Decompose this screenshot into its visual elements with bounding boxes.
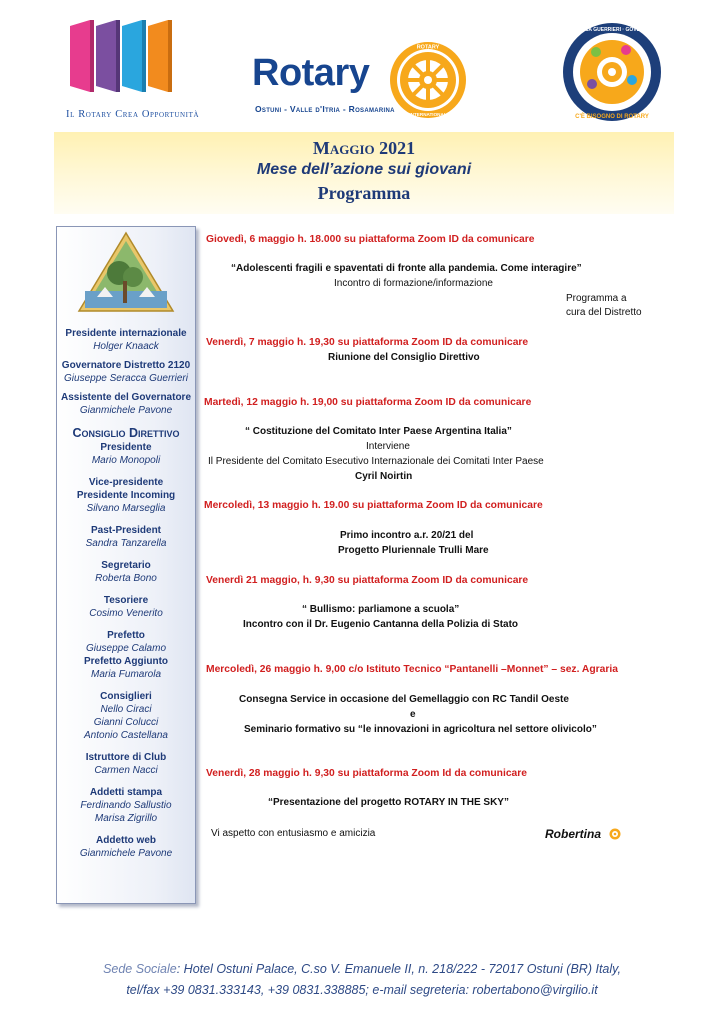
signature: Robertina	[545, 827, 602, 841]
event-3-line: Il Presidente del Comitato Esecutivo Internazionale dei Comitati Inter Paese	[208, 456, 544, 467]
banner-theme: Mese dell’azione sui giovani	[256, 161, 472, 178]
officers-sidebar	[56, 226, 196, 904]
role-press: Addetti stampa	[89, 787, 163, 798]
event-7-date: Venerdì, 28 maggio h. 9,30 su piattaforma Zoom Id da comunicare	[206, 768, 528, 779]
name-past-president: Sandra Tanzarella	[85, 538, 167, 549]
rotary-wheel-small-icon	[609, 828, 621, 840]
name-deputy-prefect: Maria Fumarola	[90, 669, 162, 680]
role-web: Addetto web	[96, 835, 156, 846]
event-1-subtitle: Incontro di formazione/informazione	[334, 278, 493, 289]
event-5-line: Incontro con il Dr. Eugenio Cantanna della Polizia di Stato	[243, 619, 519, 630]
svg-text:INTERNATIONAL: INTERNATIONAL	[409, 112, 447, 117]
name-assistant-governor: Gianmichele Pavone	[79, 405, 173, 416]
rotary-wordmark: Rotary	[252, 52, 370, 94]
left-caption: Il Rotary Crea Opportunità	[66, 109, 200, 120]
event-5-line: “ Bullismo: parliamone a scuola”	[302, 604, 460, 615]
name-treasurer: Cosimo Venerito	[89, 608, 163, 619]
event-4-line: Progetto Pluriennale Trulli Mare	[338, 545, 489, 556]
event-7-line: “Presentazione del progetto ROTARY IN THE SKY”	[268, 797, 509, 808]
role-councillors: Consiglieri	[100, 691, 152, 702]
event-4-date: Mercoledì, 13 maggio h. 19.00 su piattaforma Zoom ID da comunicare	[204, 500, 543, 511]
role-prefect: Prefetto	[107, 630, 145, 641]
event-6-line: e	[410, 709, 416, 720]
role-governor: Governatore Distretto 2120	[61, 360, 191, 371]
role-club-instructor: Istruttore di Club	[85, 752, 167, 763]
event-6-date: Mercoledì, 26 maggio h. 9,00 c/o Istituto Tecnico “Pantanelli –Monnet” – sez. Agraria	[206, 664, 618, 675]
event-3-date: Martedì, 12 maggio h. 19,00 su piattaforma Zoom ID da comunicare	[204, 397, 532, 408]
name-club-instructor: Carmen Nacci	[94, 765, 158, 776]
club-name: Ostuni - Valle d'Itria - Rosamarina	[255, 104, 395, 114]
role-president: Presidente	[100, 442, 152, 453]
event-2-title: Riunione del Consiglio Direttivo	[328, 352, 480, 363]
name-press: Marisa Zigrillo	[94, 813, 158, 824]
trulli-triangle-logo	[77, 231, 175, 313]
board-title: Consiglio Direttivo	[72, 426, 180, 440]
role-assistant-governor: Assistente del Governatore	[60, 392, 192, 403]
role-past-president: Past-President	[90, 525, 162, 536]
name-vice-president: Silvano Marseglia	[86, 503, 166, 514]
role-secretary: Segretario	[101, 560, 151, 571]
footer-address	[0, 962, 724, 976]
name-councillor: Antonio Castellana	[84, 730, 168, 741]
role-deputy-prefect: Prefetto Aggiunto	[83, 656, 169, 667]
footer-address-text: : Hotel Ostuni Palace, C.so V. Emanuele II, n. 218/222 - 72017 Ostuni (BR) Italy,	[176, 962, 621, 976]
event-1-date: Giovedì, 6 maggio h. 18.000 su piattaforma Zoom ID da comunicare	[206, 234, 535, 245]
name-prefect: Giuseppe Calamo	[85, 643, 167, 654]
footer-label: Sede Sociale	[103, 962, 177, 976]
event-3-title: “ Costituzione del Comitato Inter Paese Argentina Italia”	[245, 426, 512, 437]
svg-text:ROTARY: ROTARY	[416, 44, 440, 51]
rotary-wheel-icon	[388, 40, 468, 120]
name-web: Gianmichele Pavone	[79, 848, 173, 859]
event-4-line: Primo incontro a.r. 20/21 del	[340, 530, 474, 541]
title-banner	[54, 132, 674, 214]
name-councillor: Nello Ciraci	[100, 704, 152, 715]
name-press: Ferdinando Sallustio	[80, 800, 172, 811]
role-vice-president: Vice-presidente	[88, 477, 164, 488]
event-1-note: cura del Distretto	[566, 307, 642, 318]
event-6-line: Consegna Service in occasione del Gemellaggio con RC Tandil Oeste	[239, 694, 569, 705]
event-3-line: Interviene	[366, 441, 410, 452]
role-president-incoming: Presidente Incoming	[76, 490, 176, 501]
svg-text:GIUSEPPE SERACCA GUERRIERI · G: GIUSEPPE SERACCA GUERRIERI · GOVERNATORE 2020/21	[540, 27, 684, 33]
name-president: Mario Monopoli	[91, 455, 161, 466]
event-6-line: Seminario formativo su “le innovazioni in agricoltura nel settore olivicolo”	[244, 724, 597, 735]
doors-logo	[68, 14, 176, 94]
role-treasurer: Tesoriere	[103, 595, 149, 606]
event-3-speaker: Cyril Noirtin	[355, 471, 413, 482]
name-secretary: Roberta Bono	[95, 573, 157, 584]
svg-text:C'È BISOGNO DI ROTARY: C'È BISOGNO DI ROTARY	[575, 114, 649, 120]
banner-month: Maggio 2021	[312, 138, 416, 158]
footer-contacts: tel/fax +39 0831.333143, +39 0831.338885; e-mail segreteria: robertabono@virgilio.it	[126, 983, 598, 997]
name-governor: Giuseppe Seracca Guerrieri	[64, 373, 188, 384]
role-president-international: Presidente internazionale	[65, 328, 187, 339]
event-1-note: Programma a	[566, 293, 627, 304]
banner-program-label: Programma	[317, 183, 411, 203]
name-councillor: Gianni Colucci	[93, 717, 159, 728]
closing-text: Vi aspetto con entusiasmo e amicizia	[211, 828, 376, 839]
event-5-date: Venerdì 21 maggio, h. 9,30 su piattaforma Zoom ID da comunicare	[206, 575, 529, 586]
event-1-title: “Adolescenti fragili e spaventati di fronte alla pandemia. Come interagire”	[231, 263, 582, 274]
district-badge-icon	[540, 22, 684, 122]
event-2-date: Venerdì, 7 maggio h. 19,30 su piattaforma Zoom ID da comunicare	[206, 337, 529, 348]
name-president-international: Holger Knaack	[93, 341, 159, 352]
